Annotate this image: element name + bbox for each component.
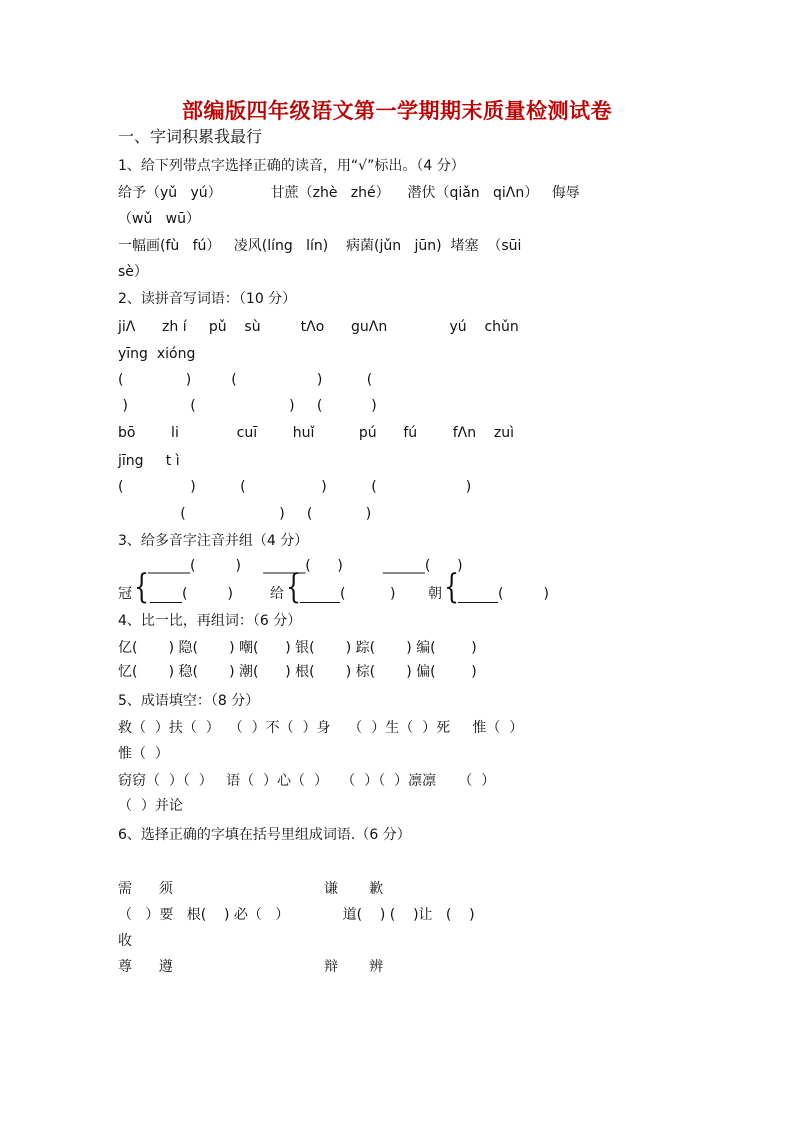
question-6-row-3: 尊 遵 辩 辨: [118, 959, 384, 975]
question-1-heading: 1、给下列带点字选择正确的读音，用“√”标出。（4 分）: [118, 158, 465, 174]
polyphone-char-1: 冠: [118, 586, 132, 602]
question-6-row-2-cont: 收: [118, 933, 132, 949]
question-5-heading: 5、成语填空：（8 分）: [118, 693, 260, 709]
question-4-row-1[interactable]: 亿( ) 隐( ) 嘲( ) 银( ) 踪( ) 编( ): [118, 640, 477, 656]
question-6-row-1: 需 须 谦 歉: [118, 881, 384, 897]
polyphone-char-2: 给: [270, 586, 284, 602]
question-2-heading: 2、读拼音写词语：（10 分）: [118, 291, 297, 307]
question-2-pinyin-2-cont: jīng t ì: [118, 453, 180, 469]
question-2-answer-row-1-cont[interactable]: ) ( ) ( ): [118, 398, 377, 414]
polyphone-2-blank[interactable]: ( ): [300, 585, 395, 603]
question-2-pinyin-1-cont: yīng xióng: [118, 346, 196, 362]
question-5-row-2-cont[interactable]: （ ）并论: [118, 798, 183, 814]
question-2-pinyin-1: jiɅ zh í pǔ sù tɅo guɅn yú chǔn: [118, 319, 519, 335]
question-3-top-blanks[interactable]: ______( ) ______( ) ______( ): [148, 558, 463, 574]
question-2-answer-row-2-cont[interactable]: ( ) ( ): [118, 506, 372, 522]
brace-icon: {: [444, 567, 460, 607]
question-1-row-2: 一幅画(fù fú） 凌风(líng lín) 病菌(jǔn jūn) 堵塞 （sūi: [118, 238, 522, 254]
question-2-pinyin-2: bō li cuī huǐ pú fú fɅn zuì: [118, 425, 515, 441]
question-2-answer-row-1[interactable]: ( ) ( ) (: [118, 372, 373, 388]
question-4-heading: 4、比一比，再组词：（6 分）: [118, 613, 302, 629]
page-title: 部编版四年级语文第一学期期末质量检测试卷: [182, 98, 612, 123]
question-6-heading: 6、选择正确的字填在括号里组成词语.（6 分）: [118, 827, 411, 843]
question-5-row-2[interactable]: 窃窃（ ）（ ） 语（ ）心（ ） （ ）（ ）凛凛 （ ）: [118, 773, 496, 789]
question-4-row-2[interactable]: 忆( ) 稳( ) 潮( ) 根( ) 棕( ) 偏( ): [118, 664, 477, 680]
question-1-row-2-cont: sè）: [118, 264, 148, 280]
polyphone-3-blank[interactable]: ( ): [458, 585, 549, 603]
brace-icon: {: [286, 567, 302, 607]
question-5-row-1[interactable]: 救（ ）扶（ ） （ ）不（ ）身 （ ）生（ ）死 惟（ ）: [118, 720, 524, 736]
question-1-row-1: 给予（yǔ yú） 甘蔗（zhè zhé） 潜伏（qiǎn qiɅn） 侮辱: [118, 185, 580, 201]
brace-icon: {: [134, 567, 150, 607]
question-6-row-2[interactable]: （ ）要 根( ) 必（ ） 道( ) ( )让 ( ): [118, 907, 475, 923]
question-2-answer-row-2[interactable]: ( ) ( ) ( ): [118, 479, 472, 495]
question-1-row-1-cont: （wǔ wū）: [118, 211, 200, 227]
polyphone-char-3: 朝: [428, 586, 442, 602]
question-3-heading: 3、给多音字注音并组（4 分）: [118, 533, 309, 549]
polyphone-1-blank[interactable]: ( ): [150, 585, 233, 603]
question-5-row-1-cont[interactable]: 惟（ ）: [118, 746, 169, 762]
section-heading-1: 一、字词积累我最行: [118, 127, 263, 146]
